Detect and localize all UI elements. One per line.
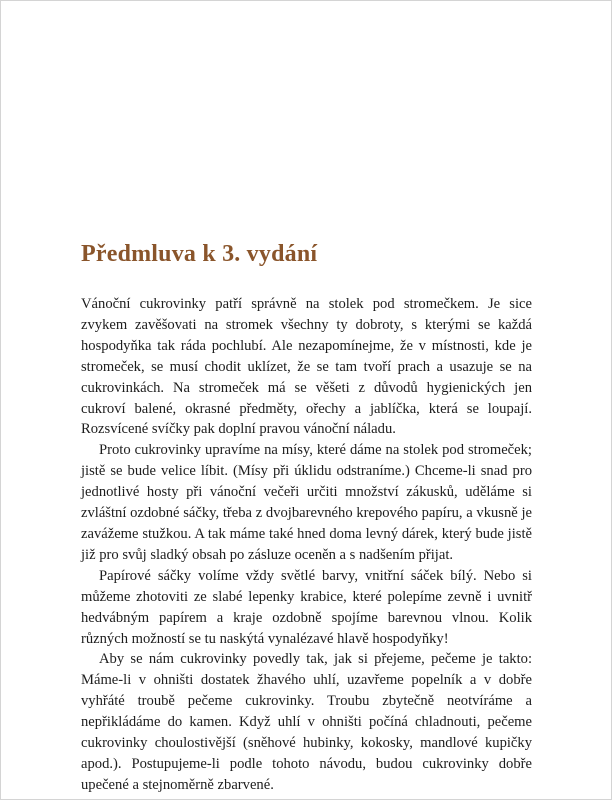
page-title: Předmluva k 3. vydání <box>81 241 318 267</box>
paragraph: Proto cukrovinky upravíme na mísy, které dáme na stolek pod stromeček; jistě se bude velice líbit. (Mísy při úklidu odstraníme.) Chceme-li snad pro jednotlivé hosty při vánoční večeři určiti množství zákusků, uděláme si zvláštní ozdobné sáčky, třeba z dvojbarevného krepového papíru, a vkusně je zavážeme stužkou. A tak máme také hned doma levný dárek, který bude jistě již pro svůj sladký obsah po zásluze oceněn a s nadšením přijat. <box>81 442 532 563</box>
paragraph: Aby se nám cukrovinky povedly tak, jak si přejeme, pečeme je takto: Máme-li v ohništi dostatek žhavého uhlí, uzavřeme popelník a v dobře vyhřáté troubě pečeme cukrovinky. Troubu zbytečně neotvíráme a nepřikládáme do kamen. Když uhlí v ohništi počíná chladnouti, pečeme cukrovinky choulostivější (sněhové hubinky, kokosky, mandlové kupičky apod.). Postupujeme-li podle tohoto návodu, budou cukrovinky dobře upečené a stejnoměrně zbarvené. <box>81 651 532 793</box>
paragraph: Vánoční cukrovinky patří správně na stolek pod stromečkem. Je sice zvykem zavěšovati na stromek všechny ty dobroty, s kterými se každá hospodyňka tak ráda pochlubí. Ale nezapomínejme, že v místnosti, kde je stromeček, se musí chodit uklízet, že se tam tvoří prach a usazuje se na cukrovinkách. Na stromeček má se věšeti z důvodů hygienických jen cukroví balené, okrasné předměty, ořechy a jablíčka, která se loupají. Rozsvícené svíčky pak doplní pravou vánoční náladu. <box>81 296 532 438</box>
paragraph: Papírové sáčky volíme vždy světlé barvy, vnitřní sáček bílý. Nebo si můžeme zhotoviti ze slabé lepenky krabice, které polepíme zevně i uvnitř hedvábným papírem a kraje ozdobně spojíme barevnou vlnou. Kolik různých možností se tu naskýtá vynalézavé hlavě hospodyňky! <box>81 567 532 647</box>
page-content <box>1 1 611 796</box>
body-text <box>81 294 532 796</box>
